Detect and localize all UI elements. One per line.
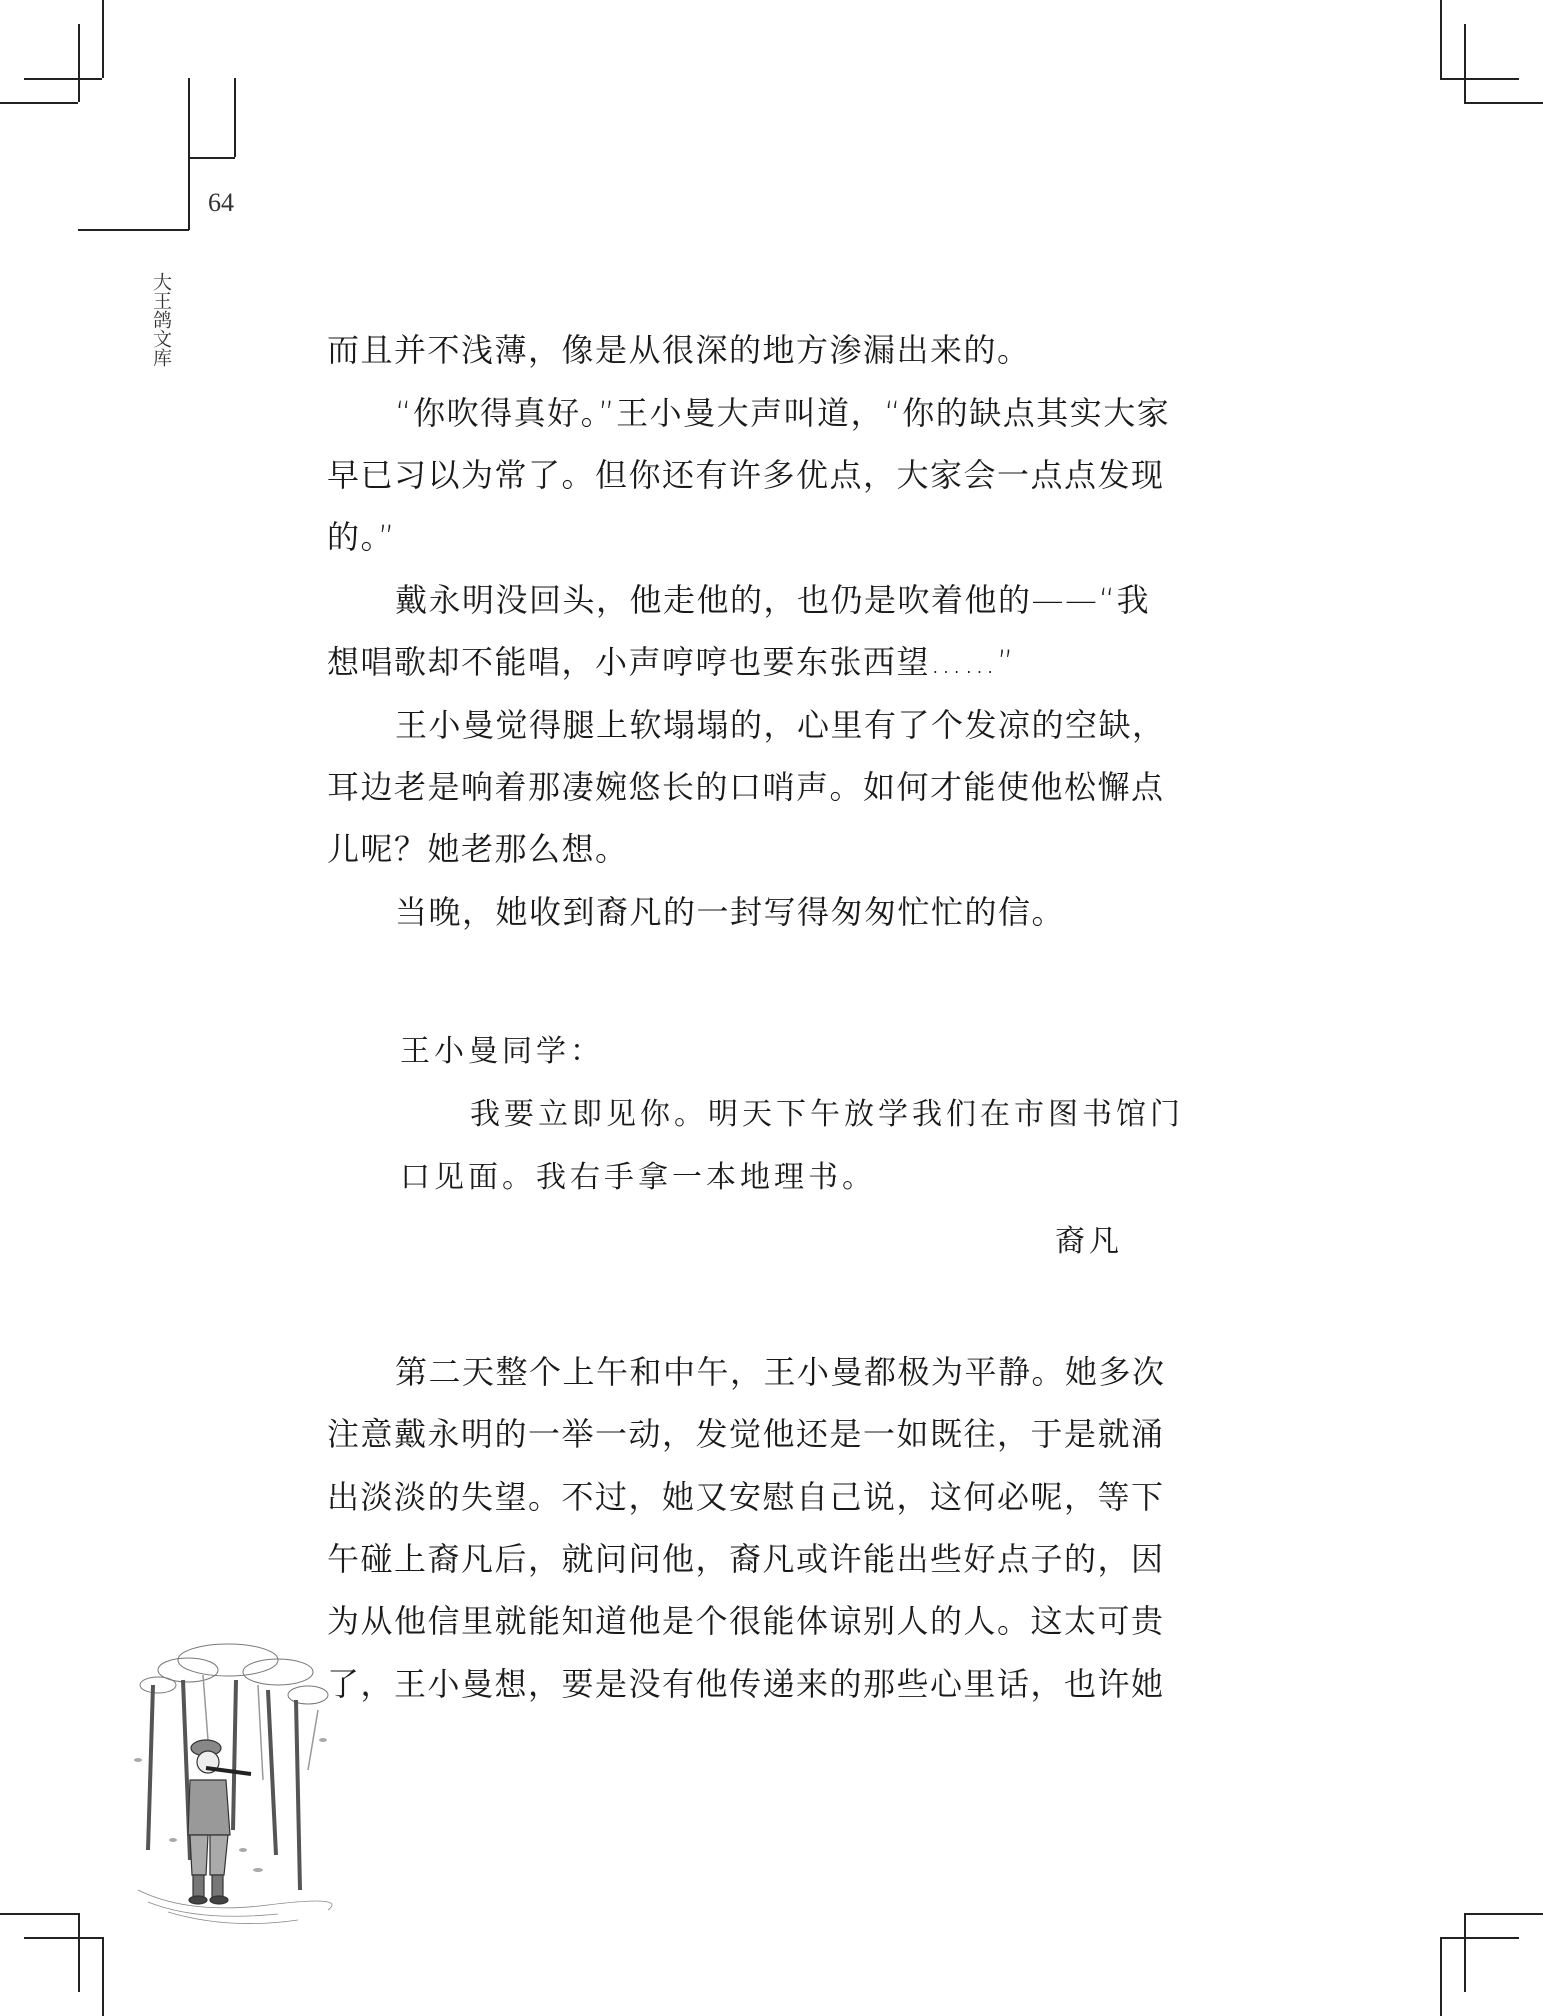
text-line: 了，王小曼想，要是没有他传递来的那些心里话，也许她 — [327, 1665, 1165, 1703]
text-line: 出淡淡的失望。不过，她又安慰自己说，这何必呢，等下 — [327, 1478, 1165, 1516]
crop-mark — [24, 1937, 102, 1939]
crop-mark — [1464, 1913, 1543, 1915]
text-line: 注意戴永明的一举一动，发觉他还是一如既往，于是就涌 — [327, 1415, 1165, 1453]
crop-mark — [1440, 0, 1442, 78]
page-number-rule — [78, 229, 189, 231]
crop-mark — [1464, 102, 1543, 104]
crop-mark — [78, 1913, 80, 1992]
crop-mark — [102, 1937, 104, 2016]
crop-mark — [1464, 1913, 1466, 1992]
text-line: 当晚，她收到裔凡的一封写得匆匆忙忙的信。 — [395, 893, 1066, 931]
text-line: 早已习以为常了。但你还有许多优点，大家会一点点发现 — [327, 456, 1165, 494]
crop-mark — [102, 0, 104, 78]
crop-mark — [1440, 78, 1519, 80]
text-line: 儿呢？她老那么想。 — [327, 830, 629, 868]
illustration-boy-flute — [118, 1640, 348, 1930]
crop-mark — [1440, 1937, 1442, 2016]
letter-salutation: 王小曼同学： — [400, 1034, 604, 1069]
crop-mark — [24, 78, 102, 80]
crop-mark — [0, 1913, 78, 1915]
letter-body-line: 我要立即见你。明天下午放学我们在市图书馆门 — [470, 1097, 1184, 1132]
crop-mark — [78, 24, 80, 102]
text-line: 午碰上裔凡后，就问问他，裔凡或许能出些好点子的，因 — [327, 1540, 1165, 1578]
text-line: 第二天整个上午和中午，王小曼都极为平静。她多次 — [395, 1353, 1166, 1391]
crop-mark — [1440, 1937, 1519, 1939]
text-line: 想唱歌却不能唱，小声哼哼也要东张西望……” — [327, 643, 1016, 681]
letter-body-line: 口见面。我右手拿一本地理书。 — [400, 1160, 876, 1195]
text-line: 的。” — [327, 518, 397, 556]
letter-signature: 裔凡 — [1055, 1224, 1123, 1259]
text-line: 戴永明没回头，他走他的，也仍是吹着他的——“我 — [395, 581, 1151, 619]
page-number-rule — [234, 78, 236, 157]
text-line: “你吹得真好。”王小曼大声叫道，“你的缺点其实大家 — [395, 394, 1171, 432]
page-number: 64 — [208, 188, 234, 217]
page-number-rule — [188, 78, 190, 230]
text-line: 为从他信里就能知道他是个很能体谅别人的人。这太可贵 — [327, 1602, 1165, 1640]
crop-mark — [1464, 24, 1466, 102]
page-number-rule — [188, 157, 235, 159]
series-title: 大王鸽文库 — [150, 272, 172, 367]
crop-mark — [0, 102, 78, 104]
text-line: 王小曼觉得腿上软塌塌的，心里有了个发凉的空缺， — [395, 706, 1166, 744]
text-line: 耳边老是响着那凄婉悠长的口哨声。如何才能使他松懈点 — [327, 768, 1165, 806]
text-line: 而且并不浅薄，像是从很深的地方渗漏出来的。 — [327, 331, 1031, 369]
